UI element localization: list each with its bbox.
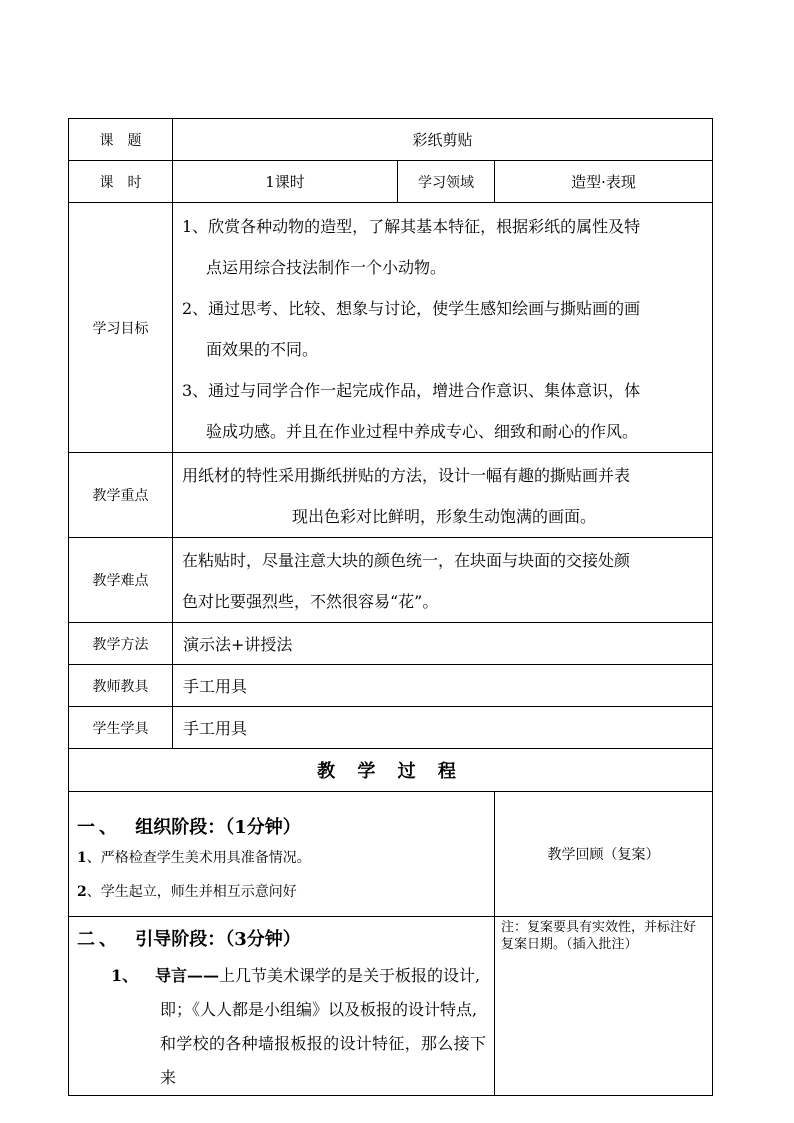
- difficulty-line1: 在粘贴时，尽量注意大块的颜色统一，在块面与块面的交接处颜: [182, 551, 631, 570]
- stage1-row: [69, 792, 713, 917]
- method-label: 教学方法: [69, 623, 173, 665]
- key-line1: 用纸材的特性采用撕纸拼贴的方法，设计一幅有趣的撕贴画并表: [182, 466, 631, 485]
- stage2-heading: [77, 925, 486, 951]
- intro-line-1: [77, 959, 486, 993]
- intro-number: 1、: [111, 966, 139, 985]
- stage1-item-1-text: 、严格检查学生美术用具准备情况。: [86, 850, 311, 866]
- topic-label: 课 题: [69, 119, 173, 161]
- goal-2-line1: 2、通过思考、比较、想象与讨论，使学生感知绘画与撕贴画的画: [182, 298, 641, 318]
- student-tool-row: [69, 707, 713, 749]
- process-title: 教 学 过 程: [69, 749, 713, 792]
- stage1-item-2: [77, 881, 486, 901]
- hours-label: 课 时: [69, 161, 173, 203]
- note-cell: 注：复案要具有实效性，并标注好复案日期。（插入批注）: [495, 917, 713, 1096]
- intro-line3: 和学校的各种墙报板报的设计特征，那么接下来: [160, 1034, 486, 1087]
- teacher-tool-label: 教师教具: [69, 665, 173, 707]
- goal-1-line2: 点运用综合技法制作一个小动物。: [206, 257, 447, 277]
- stage1-cell: [69, 792, 495, 917]
- lesson-plan-table: [68, 118, 713, 1096]
- intro-line2: 即；《人人都是小组编》以及板报的设计特点,: [160, 1000, 478, 1019]
- goals-row: [69, 203, 713, 453]
- stage2-intro: [77, 959, 486, 1095]
- key-row: [69, 453, 713, 538]
- topic-value: 彩纸剪贴: [173, 119, 713, 161]
- goals-label: 学习目标: [69, 203, 173, 453]
- method-row: [69, 623, 713, 665]
- student-tool-value: 手工用具: [173, 707, 713, 749]
- stage2-number: 二、: [77, 929, 121, 950]
- goal-1-line1: 1、欣赏各种动物的造型，了解其基本特征，根据彩纸的属性及特: [182, 216, 641, 236]
- student-tool-label: 学生学具: [69, 707, 173, 749]
- stage1-item-1: [77, 847, 486, 867]
- stage2-row: [69, 917, 713, 1096]
- goal-2-line2: 面效果的不同。: [206, 339, 319, 359]
- teacher-tool-value: 手工用具: [173, 665, 713, 707]
- goal-3-line2: 验成功感。并且在作业过程中养成专心、细致和耐心的作风。: [206, 421, 639, 441]
- stage1-number: 一、: [77, 817, 121, 838]
- stage1-heading: [77, 813, 486, 839]
- domain-label: 学习领域: [398, 161, 495, 203]
- stage2-cell: [69, 917, 495, 1096]
- key-label: 教学重点: [69, 453, 173, 538]
- method-value: 演示法+讲授法: [173, 623, 713, 665]
- stage1-item-1-number: 1: [77, 850, 87, 866]
- intro-line1: 上几节美术课学的是关于板报的设计,: [219, 966, 481, 985]
- difficulty-line2: 色对比要强烈些，不然很容易“花”。: [182, 592, 439, 611]
- difficulty-label: 教学难点: [69, 538, 173, 623]
- goals-content: [173, 203, 713, 453]
- recap-cell: 教学回顾（复案）: [495, 792, 713, 917]
- hours-value: 1课时: [173, 161, 398, 203]
- hours-row: [69, 161, 713, 203]
- process-title-row: [69, 749, 713, 792]
- key-line2: 现出色彩对比鲜明，形象生动饱满的画面。: [292, 507, 597, 526]
- stage1-title: 组织阶段：（1分钟）: [135, 817, 301, 838]
- difficulty-content: [173, 538, 713, 623]
- difficulty-row: [69, 538, 713, 623]
- key-content: [173, 453, 713, 538]
- intro-key: 导言——: [155, 966, 220, 985]
- goal-3-line1: 3、通过与同学合作一起完成作品，增进合作意识、集体意识，体: [182, 380, 641, 400]
- teacher-tool-row: [69, 665, 713, 707]
- domain-value: 造型·表现: [495, 161, 713, 203]
- stage1-item-2-text: 、学生起立，师生并相互示意问好: [86, 884, 297, 900]
- stage1-item-2-number: 2: [77, 884, 87, 900]
- stage2-title: 引导阶段：（3分钟）: [135, 929, 301, 950]
- topic-row: [69, 119, 713, 161]
